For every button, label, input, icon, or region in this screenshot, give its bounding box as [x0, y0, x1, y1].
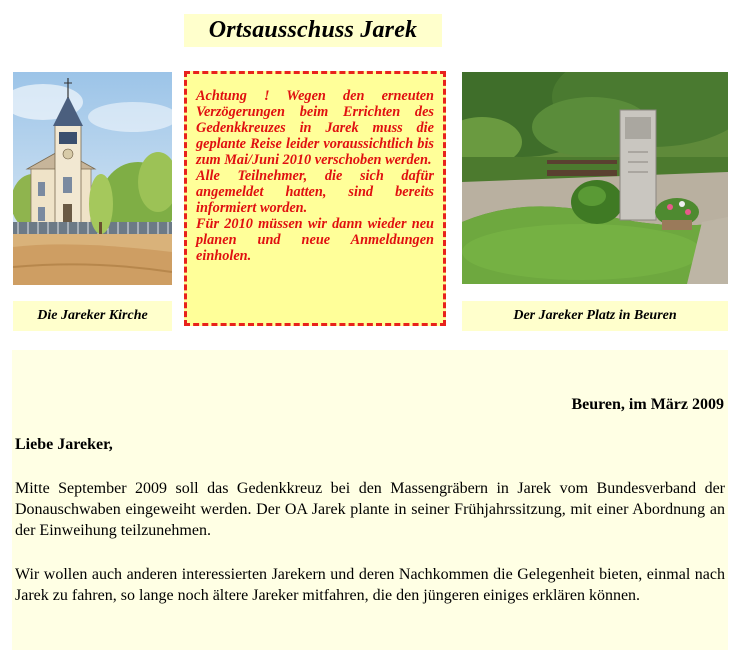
church-image: [13, 72, 172, 285]
letter-greeting: Liebe Jareker,: [15, 436, 113, 453]
square-caption: Der Jareker Platz in Beuren: [462, 301, 728, 331]
title-box: [184, 14, 442, 47]
letter-box: [12, 350, 728, 650]
notice-box: [184, 71, 446, 326]
church-caption: Die Jareker Kirche: [13, 301, 172, 331]
letter-paragraph: Wir wollen auch anderen interessierten Jarekern und deren Nachkommen die Gelegenheit bieten, einmal nach Jarek zu fahren, so lange noch ältere Jareker mitfahren, die den jüngeren einiges erklären können.: [15, 566, 725, 604]
memorial-square-image: [462, 72, 728, 284]
notice-paragraph: Alle Teilnehmer, die sich dafür angemeldet hatten, sind bereits informiert worden.: [196, 168, 434, 216]
notice-paragraph: Achtung ! Wegen den erneuten Verzögerungen beim Errichten des Gedenkkreuzes in Jarek muss die geplante Reise leider voraussichtlich bis zum Mai/Juni 2010 verschoben werden.: [196, 88, 434, 168]
page-title: Ortsausschuss Jarek: [208, 17, 418, 43]
letter-paragraph: Mitte September 2009 soll das Gedenkkreuz bei den Massengräbern in Jarek vom Bundesverband der Donauschwaben eingeweiht werden. Der OA Jarek plante in seiner Frühjahrssitzung, mit einer Abordnung an der Einweihung teilzunehmen.: [15, 480, 725, 539]
letter-date: Beuren, im März 2009: [571, 396, 724, 413]
notice-paragraph: Für 2010 müssen wir dann wieder neu planen und neue Anmeldungen einholen.: [196, 216, 434, 264]
